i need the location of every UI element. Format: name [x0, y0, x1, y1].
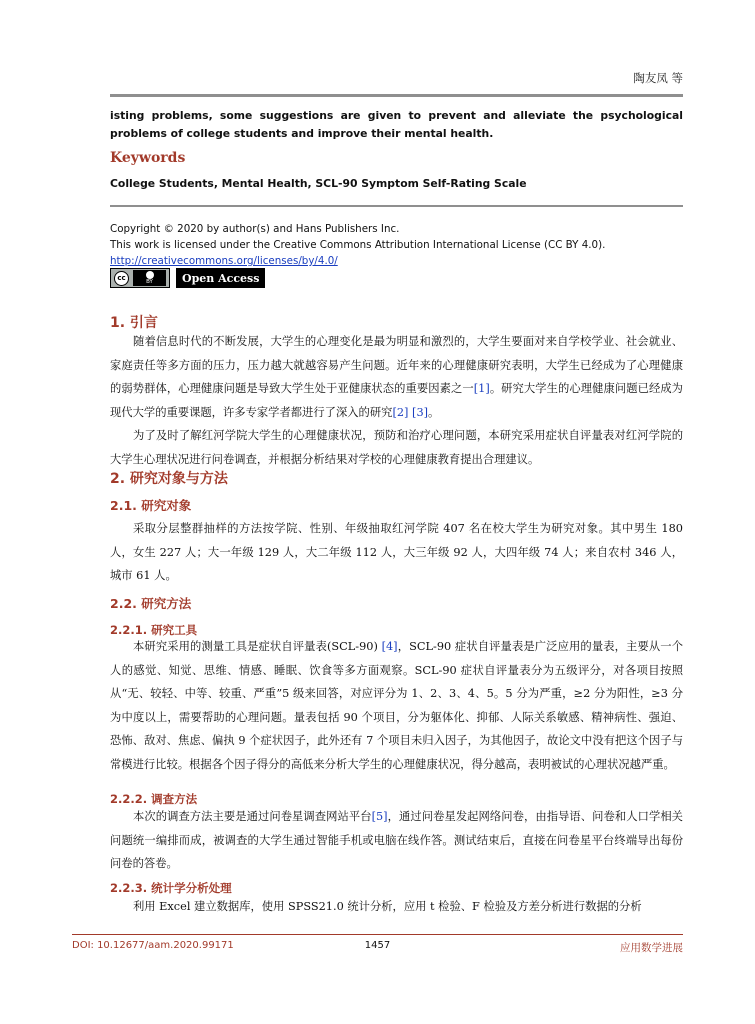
header-rule	[110, 94, 683, 97]
ref-link-4[interactable]: [4]	[381, 640, 398, 653]
section-2-title: 2. 研究对象与方法	[110, 471, 228, 487]
abstract-tail: isting problems, some suggestions are given to prevent and alleviate the psychological problems of college students and improve their mental health.	[110, 109, 683, 140]
text-run: ，通过问卷星发起网络问卷，由指导语、问卷和人口学相关问题统一编排而成，被调查的大学生通过智能手机或电脑在线作答。测试结束后，直接在问卷星平台终端导出每份问卷的答卷。	[110, 810, 683, 870]
footer-page-number: 1457	[364, 940, 391, 951]
keywords-text: College Students, Mental Health, SCL-90 Symptom Self-Rating Scale	[110, 177, 527, 190]
text-run: 。	[428, 405, 440, 419]
license-link[interactable]: http://creativecommons.org/licenses/by/4.0/	[110, 255, 338, 267]
license-line: This work is licensed under the Creative Commons Attribution International License (CC BY 4.0).	[110, 239, 606, 251]
section-2-2-title: 2.2. 研究方法	[110, 596, 192, 611]
section-1-paragraph-2: 为了及时了解红河学院大学生的心理健康状况，预防和治疗心理问题，本研究采用症状自评量表对红河学院的大学生心理状况进行问卷调查，并根据分析结果对学校的心理健康教育提出合理建议。	[110, 429, 683, 466]
text-run: 本研究采用的测量工具是症状自评量表(SCL-90)	[133, 640, 382, 653]
section-2-2-2-paragraph	[110, 805, 683, 876]
keywords-title: Keywords	[110, 150, 186, 166]
by-icon	[133, 270, 166, 286]
person-icon	[146, 271, 154, 279]
section-2-2-3-paragraph: 利用 Excel 建立数据库，使用 SPSS21.0 统计分析，应用 t 检验、F 检验及方差分析进行数据的分析	[133, 900, 642, 913]
cc-by-badge	[110, 268, 170, 288]
cc-icon: cc	[114, 271, 129, 286]
text-run: ，SCL-90 症状自评量表是广泛应用的量表，主要从一个人的感觉、知觉、思维、情感、睡眠、饮食等多方面观察。SCL-90 症状自评量表分为五级评分，对各项目按照从“无、较轻、中等、较重、严重”5 级来回答，对应评分为 1、2、3、4、5。5 分为严重，≥2 分为阳性，≥3 分为中度以上，需要帮助的心理问题。量表包括 90 个项目，分为躯体化、抑郁、人际关系敏感、精神病性、强迫、恐怖、敌对、焦虑、偏执 9 个症状因子，此外还有 7 个项目未归入因子，为其他因子，故论文中没有把这个因子与常模进行比较。根据各个因子得分的高低来分析大学生的心理健康状况，得分越高，表明被试的心理状况越严重。	[110, 640, 683, 771]
ref-link-2-3[interactable]: [2] [3]	[392, 405, 429, 419]
license-badges	[110, 268, 265, 288]
section-2-2-1-paragraph	[110, 635, 683, 776]
copyright-block	[110, 221, 605, 269]
by-label: BY	[146, 279, 153, 285]
section-rule	[110, 205, 683, 207]
copyright-line: Copyright © 2020 by author(s) and Hans Publishers Inc.	[110, 223, 400, 235]
section-2-1-paragraph: 采取分层整群抽样的方法按学院、性别、年级抽取红河学院 407 名在校大学生为研究对象。其中男生 180 人，女生 227 人；大一年级 129 人，大二年级 112 人，大三年级 92 人，大四年级 74 人；来自农村 346 人，城市 61 人。	[110, 522, 683, 582]
footer-doi: DOI: 10.12677/aam.2020.99171	[72, 940, 234, 951]
running-head: 陶友凤 等	[633, 71, 683, 85]
section-2-2-2-title: 2.2.2. 调查方法	[110, 792, 198, 806]
text-run: 随着信息时代的不断发展，大学生的心理变化是最为明显和激烈的，大学生要面对来自学校学业、社会就业、家庭责任等多方面的压力，压力越大就越容易产生问题。近年来的心理健康研究表明，大学生已经成为了心理健康的弱势群体，心理健康问题是导致大学生处于亚健康状态的重要因素之一	[110, 335, 683, 395]
footer-rule	[72, 934, 683, 935]
ref-link-5[interactable]: [5]	[371, 810, 388, 823]
open-access-badge: Open Access	[176, 268, 265, 288]
ref-link-1[interactable]: [1]	[473, 382, 490, 395]
text-run: 本次的调查方法主要是通过问卷星调查网站平台	[133, 810, 372, 823]
section-1-title: 1. 引言	[110, 315, 158, 331]
section-1-paragraph-1	[110, 330, 683, 424]
footer-journal-name: 应用数学进展	[620, 942, 683, 954]
section-2-2-1-title: 2.2.1. 研究工具	[110, 623, 198, 637]
section-2-2-3-title: 2.2.3. 统计学分析处理	[110, 881, 232, 895]
section-2-1-title: 2.1. 研究对象	[110, 498, 192, 513]
text-run: 。研究大学生的心理健康问题已经成为现代大学的重要课题，许多专家学者都进行了深入的研究	[110, 382, 683, 419]
